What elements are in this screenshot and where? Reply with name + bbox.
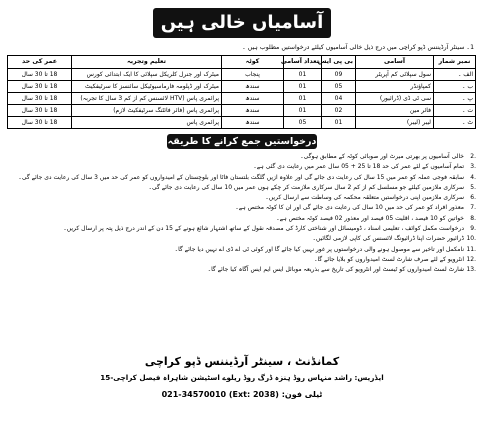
post-cell: سول سپلائی کم آپریٹر (356, 69, 434, 81)
vacancies-banner (153, 8, 331, 38)
rule-number: 2. (470, 153, 476, 160)
serial-cell: الف ۔ (434, 69, 476, 81)
rule-number: 13. (466, 266, 476, 274)
rule-number: 12. (466, 255, 476, 263)
issuer-title: کمانڈنٹ ، سینٹر آرڈیننس ڈپو کراچی (144, 355, 340, 368)
table-row (8, 69, 476, 81)
phone-number: 021-34570010 (Ext: 2038) (161, 390, 279, 399)
rule-text: شارٹ لسٹ امیدواروں کو ٹیسٹ اور انٹرویو کی تاریخ سے بذریعہ موبائل ایس ایم ایس آگاہ کیا جائے گا۔ (207, 266, 464, 274)
column-header: کوٹہ (222, 56, 284, 69)
rule-number: 4. (470, 173, 476, 181)
rule-text: درخواست مکمل کوائف ، تعلیمی اسناد ، ڈومیسائل اور شناختی کارڈ کی مصدقہ نقول کے ساتھ اشتہار شائع ہونے کے 15 دن کے اندر درج ذیل پتہ پر ارسال کریں۔ (63, 225, 464, 233)
qualification-cell: پرائمری پاس (فائر فائٹنگ سرٹیفکیٹ لازم) (72, 105, 222, 117)
serial-cell: ب ۔ (434, 81, 476, 93)
serial-cell: پ ۔ (434, 93, 476, 105)
table-row (8, 105, 476, 117)
age-cell: 18 تا 30 سال (8, 81, 72, 93)
column-header: نمبر شمار (434, 56, 476, 69)
qualification-cell: پرائمری پاس (HTV لائسنس کم از کم 3 سال کا تجربہ) (72, 93, 222, 105)
list-item (8, 265, 476, 275)
post-cell: فائر مین (356, 105, 434, 117)
serial-cell: ت ۔ (434, 105, 476, 117)
age-cell: 18 تا 30 سال (8, 105, 72, 117)
rule-text: خالی آسامیوں پر بھرتی میرٹ اور صوبائی کوٹہ کے مطابق ہوگی۔ (300, 153, 464, 160)
rule-number: 5. (470, 183, 476, 191)
list-item (8, 193, 476, 203)
rule-number: 8. (470, 214, 476, 222)
intro-text: 1۔ سینٹر آرڈیننس ڈپو کراچی میں درج ذیل خالی آسامیوں کیلئے درخواستیں مطلوب ہیں ۔ (242, 44, 474, 51)
list-item (8, 152, 476, 162)
list-item (8, 234, 476, 244)
count-cell: 01 (284, 93, 322, 105)
rule-number: 10. (466, 235, 476, 243)
quota-cell: سندھ (222, 105, 284, 117)
bps-cell: 09 (322, 69, 356, 81)
column-header: بی پی ایس (322, 56, 356, 69)
table-row (8, 117, 476, 129)
count-cell: 05 (284, 117, 322, 129)
list-item (8, 245, 476, 255)
count-cell: 01 (284, 69, 322, 81)
rule-number: 7. (470, 204, 476, 212)
post-cell: کمپاؤنڈر (356, 81, 434, 93)
count-cell: 01 (284, 81, 322, 93)
address-line: ایڈریس: راشد منہاس روڈ ہنزہ ڈرگ روڈ ریلوے اسٹیشن شاہراہ فیصل کراچی-15 (100, 373, 384, 382)
rule-text: انٹرویو کے لئے صرف شارٹ لسٹ امیدواروں کو بلایا جائے گا۔ (313, 255, 464, 263)
quota-cell: سندھ (222, 81, 284, 93)
rule-text: معذور افراد کو عمر کی حد میں 10 سال کی رعایت دی جائے گی اور ان کا کوٹہ مختص ہے۔ (235, 204, 464, 212)
quota-cell: سندھ (222, 93, 284, 105)
table-header-row (8, 56, 476, 69)
column-header: تعلیم وتجربہ (72, 56, 222, 69)
column-header: عمر کی حد (8, 56, 72, 69)
list-item (8, 173, 476, 183)
count-cell: 01 (284, 105, 322, 117)
column-header: آسامی (356, 56, 434, 69)
list-item (8, 214, 476, 224)
qualification-cell: میٹرک اور جنرل کلریکل سپلائی کا ایک ابتدائی کورس (72, 69, 222, 81)
rule-text: تمام آسامیوں کے لئے عمر کی حد 18 تا 25 + 05 سال عمر میں رعایت دی گئی ہے۔ (253, 163, 464, 171)
serial-cell: ٹ ۔ (434, 117, 476, 129)
qualification-cell: پرائمری پاس (72, 117, 222, 129)
post-cell: لیبر (لیبر) (356, 117, 434, 129)
bps-cell: 02 (322, 105, 356, 117)
banner-title: آسامیاں خالی ہیں (160, 12, 324, 33)
list-item (8, 203, 476, 213)
vacancies-table (7, 55, 476, 129)
rule-text: خواتین کو 10 فیصد ، اقلیت 05 فیصد اور معذور 02 فیصد کوٹہ مختص ہے۔ (276, 214, 464, 222)
table-row (8, 93, 476, 105)
rule-number: 11. (466, 245, 476, 253)
phone-line (0, 388, 484, 401)
application-method-banner (167, 134, 317, 149)
qualification-cell: میٹرک اور ڈپلومہ فارماسیوٹیکل سائنسز کا سرٹیفکیٹ (72, 81, 222, 93)
rule-number: 9. (470, 225, 476, 233)
phone-label: ٹیلی فون: (281, 390, 323, 399)
bps-cell: 05 (322, 81, 356, 93)
table-row (8, 81, 476, 93)
rule-number: 6. (470, 194, 476, 202)
rule-text: سرکاری ملازمین اپنی درخواستیں متعلقہ محکمہ کی وساطت سے ارسال کریں۔ (265, 194, 464, 202)
rule-text: سابقہ فوجی عملہ کو عمر میں 15 سال کی رعایت دی جائے گی اور علاوہ ازیں گلگت بلتستان فاٹا اور بلوچستان کے امیدواروں کو عمر کی حد میں 3 سال کی رعایت دی جائے گی۔ (18, 173, 464, 181)
rule-number: 3. (470, 163, 476, 171)
rule-text: ڈرائیور حضرات اپنا ڈرائیونگ لائسنس کی کاپی لازمی لگائیں۔ (312, 235, 464, 243)
quota-cell: پنجاب (222, 69, 284, 81)
list-item (8, 224, 476, 234)
list-item (8, 162, 476, 172)
age-cell: 18 تا 30 سال (8, 69, 72, 81)
column-header: تعداد آسامی (284, 56, 322, 69)
rules-list (8, 152, 476, 276)
rule-text: سرکاری ملازمین کیلئے جو مسلسل کم از کم 2 سال سرکاری ملازمت کر چکے ہوں عمر میں 10 سال کی رعایت دی جائے گی۔ (148, 183, 464, 191)
list-item (8, 255, 476, 265)
list-item (8, 183, 476, 193)
contact-footer (0, 355, 484, 401)
quota-cell: سندھ (222, 117, 284, 129)
post-cell: سی ٹی ڈی (ڈرائیور) (356, 93, 434, 105)
rule-text: نامکمل اور تاخیر سے موصول ہونے والی درخواستوں پر غور نہیں کیا جائے گا اور کوئی ٹی اے ڈی اے نہیں دیا جائے گا۔ (174, 245, 464, 253)
section-title: درخواستیں جمع کرانے کا طریقہ (167, 136, 317, 147)
bps-cell: 04 (322, 93, 356, 105)
bps-cell: 01 (322, 117, 356, 129)
age-cell: 18 تا 30 سال (8, 117, 72, 129)
age-cell: 18 تا 30 سال (8, 93, 72, 105)
